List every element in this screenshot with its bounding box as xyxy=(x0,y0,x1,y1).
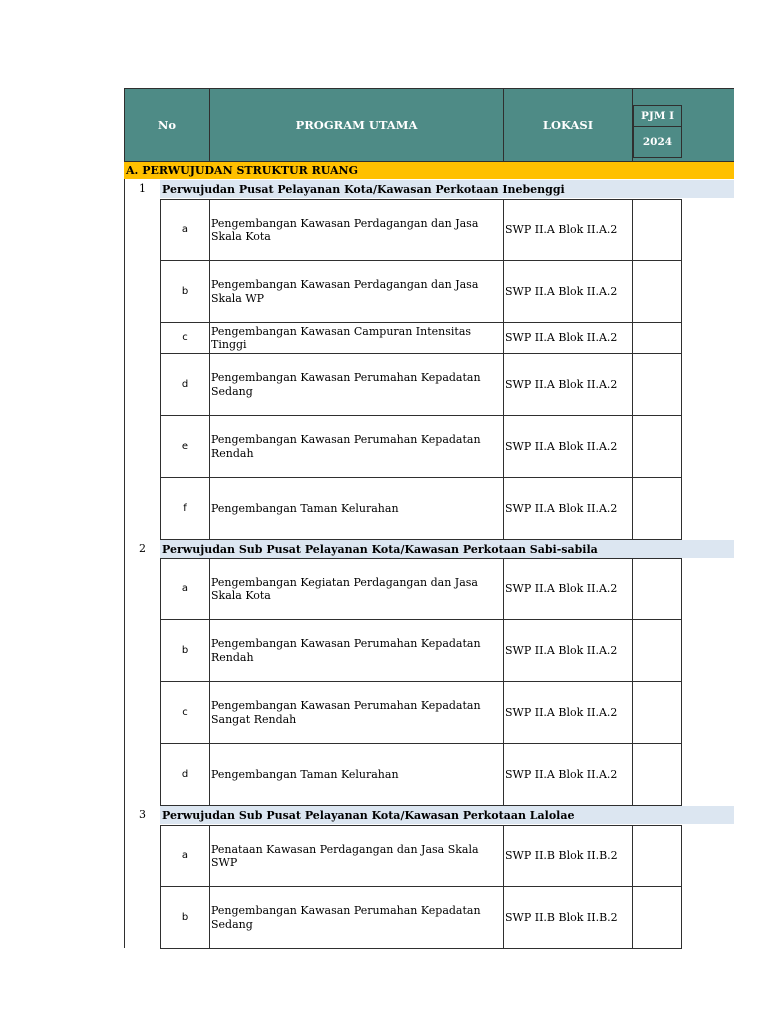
row-lokasi[interactable]: SWP II.A Blok II.A.2 xyxy=(504,558,633,620)
row-letter[interactable]: d xyxy=(160,744,210,806)
row-program[interactable]: Pengembangan Kawasan Perdagangan dan Jasa Skala Kota xyxy=(210,199,504,261)
header-program-utama[interactable]: PROGRAM UTAMA xyxy=(210,88,504,162)
row-letter[interactable]: b xyxy=(160,620,210,682)
row-lokasi[interactable]: SWP II.A Blok II.A.2 xyxy=(504,199,633,261)
row-lokasi[interactable]: SWP II.A Blok II.A.2 xyxy=(504,620,633,682)
group-number[interactable]: 2 xyxy=(139,542,146,555)
group-number[interactable]: 3 xyxy=(139,808,146,821)
row-lokasi[interactable]: SWP II.A Blok II.A.2 xyxy=(504,261,633,323)
section-title[interactable]: A. PERWUJUDAN STRUKTUR RUANG xyxy=(124,162,734,179)
row-pjm-value[interactable] xyxy=(633,199,682,261)
row-pjm-value[interactable] xyxy=(633,620,682,682)
row-program[interactable]: Pengembangan Kawasan Perdagangan dan Jasa Skala WP xyxy=(210,261,504,323)
group-title[interactable]: Perwujudan Sub Pusat Pelayanan Kota/Kawasan Perkotaan Lalolae xyxy=(160,806,734,824)
row-program[interactable]: Pengembangan Kegiatan Perdagangan dan Jasa Skala Kota xyxy=(210,558,504,620)
row-lokasi[interactable]: SWP II.B Blok II.B.2 xyxy=(504,825,633,887)
row-pjm-value[interactable] xyxy=(633,682,682,744)
row-program[interactable]: Pengembangan Kawasan Campuran Intensitas Tinggi xyxy=(210,323,504,354)
row-pjm-value[interactable] xyxy=(633,261,682,323)
row-letter[interactable]: a xyxy=(160,558,210,620)
row-letter[interactable]: d xyxy=(160,354,210,416)
row-lokasi[interactable]: SWP II.B Blok II.B.2 xyxy=(504,887,633,949)
row-pjm-value[interactable] xyxy=(633,416,682,478)
row-letter[interactable]: a xyxy=(160,825,210,887)
row-pjm-value[interactable] xyxy=(633,558,682,620)
row-lokasi[interactable]: SWP II.A Blok II.A.2 xyxy=(504,744,633,806)
row-letter[interactable]: b xyxy=(160,261,210,323)
row-pjm-value[interactable] xyxy=(633,887,682,949)
row-letter[interactable]: e xyxy=(160,416,210,478)
header-pjm[interactable]: PJM I xyxy=(633,105,682,127)
row-program[interactable]: Pengembangan Taman Kelurahan xyxy=(210,744,504,806)
row-lokasi[interactable]: SWP II.A Blok II.A.2 xyxy=(504,478,633,540)
header-year[interactable]: 2024 xyxy=(633,127,682,158)
row-letter[interactable]: f xyxy=(160,478,210,540)
header-no[interactable]: No xyxy=(124,88,210,162)
row-lokasi[interactable]: SWP II.A Blok II.A.2 xyxy=(504,682,633,744)
row-letter[interactable]: b xyxy=(160,887,210,949)
row-program[interactable]: Pengembangan Taman Kelurahan xyxy=(210,478,504,540)
row-program[interactable]: Pengembangan Kawasan Perumahan Kepadatan Rendah xyxy=(210,416,504,478)
row-pjm-value[interactable] xyxy=(633,744,682,806)
row-lokasi[interactable]: SWP II.A Blok II.A.2 xyxy=(504,323,633,354)
row-pjm-value[interactable] xyxy=(633,478,682,540)
row-program[interactable]: Pengembangan Kawasan Perumahan Kepadatan Sangat Rendah xyxy=(210,682,504,744)
row-program[interactable]: Penataan Kawasan Perdagangan dan Jasa Skala SWP xyxy=(210,825,504,887)
row-lokasi[interactable]: SWP II.A Blok II.A.2 xyxy=(504,416,633,478)
left-border xyxy=(124,179,125,948)
row-program[interactable]: Pengembangan Kawasan Perumahan Kepadatan Sedang xyxy=(210,887,504,949)
row-letter[interactable]: c xyxy=(160,682,210,744)
row-pjm-value[interactable] xyxy=(633,354,682,416)
header-lokasi[interactable]: LOKASI xyxy=(504,88,633,162)
row-pjm-value[interactable] xyxy=(633,323,682,354)
row-program[interactable]: Pengembangan Kawasan Perumahan Kepadatan Rendah xyxy=(210,620,504,682)
group-title[interactable]: Perwujudan Pusat Pelayanan Kota/Kawasan Perkotaan Inebenggi xyxy=(160,180,734,198)
group-number[interactable]: 1 xyxy=(139,182,146,195)
group-title[interactable]: Perwujudan Sub Pusat Pelayanan Kota/Kawasan Perkotaan Sabi-sabila xyxy=(160,540,734,558)
row-letter[interactable]: c xyxy=(160,323,210,354)
row-letter[interactable]: a xyxy=(160,199,210,261)
row-lokasi[interactable]: SWP II.A Blok II.A.2 xyxy=(504,354,633,416)
row-pjm-value[interactable] xyxy=(633,825,682,887)
row-program[interactable]: Pengembangan Kawasan Perumahan Kepadatan Sedang xyxy=(210,354,504,416)
